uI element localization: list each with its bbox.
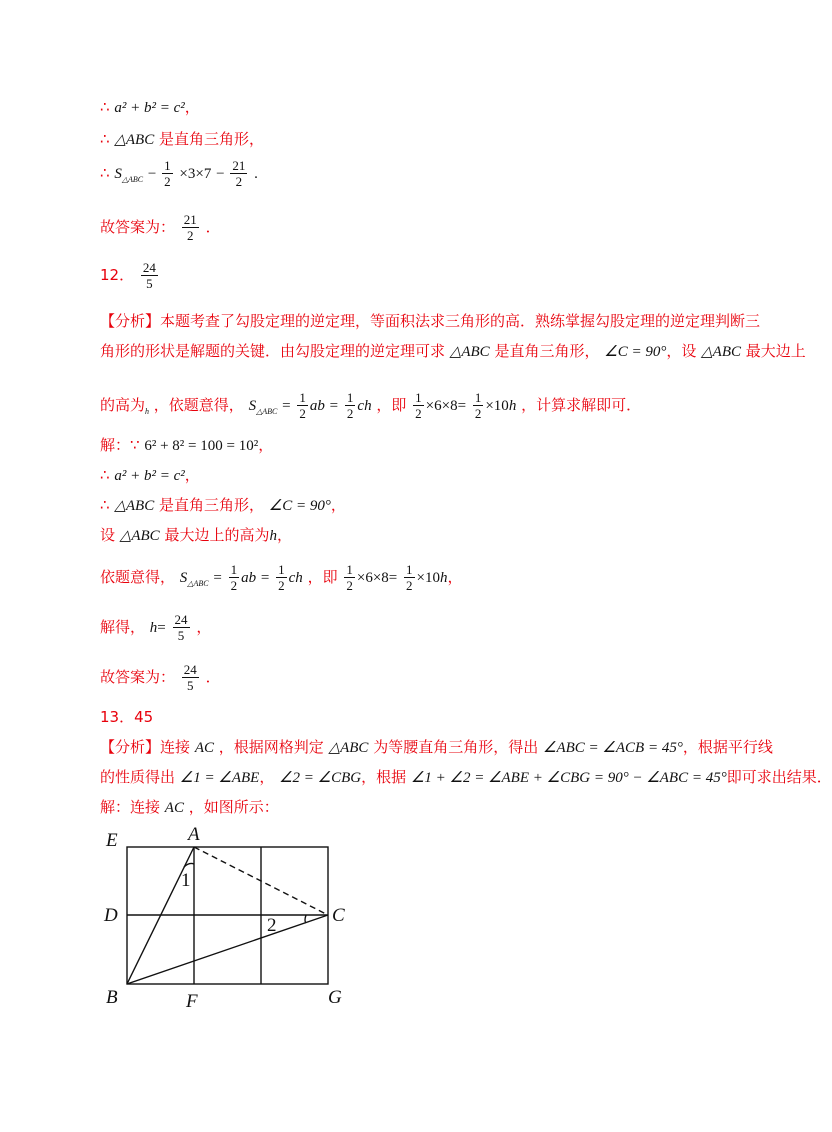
label-E: E [106, 830, 118, 851]
answer-fraction: $\frac{21}{2}$ [183, 212, 197, 243]
q13-analysis-2: 的性质得出 ∠1 = ∠ABE， ∠2 = ∠CBG，根据 ∠1 + ∠2 = ∠ABE + ∠CBG = 90° − ∠ABC = 45°即可求出结果． [100, 768, 832, 786]
q13-analysis-1: 【分析】连接 AC ，根据网格判定 △ABC 为等腰直角三角形，得出 ∠ABC = ∠ACB = 45°，根据平行线 [100, 738, 773, 756]
q12-sol-5: 依题意得， $S_{\triangle ABC}$ = $\frac{1}{2}$ ab = $\frac{1}{2}$ ch ，即 $\frac{1}{2}$ ×6×8= $\frac{1}{2}$ ×10h， [100, 562, 463, 593]
p11-line2: ∴ △ABC 是直角三角形， [100, 130, 264, 148]
q13-number: 13．45 [100, 708, 154, 726]
q12-sol-1: 解：∵ 6² + 8² = 100 = 10²， [100, 436, 274, 454]
label-1: 1 [181, 870, 191, 891]
grid-lines [127, 847, 328, 984]
label-2: 2 [267, 915, 277, 936]
q12-analysis-3: 的高为$_h$ ，依题意得， $S_{\triangle ABC}$ = $\frac{1}{2}$ ab = $\frac{1}{2}$ ch ，即 $\frac{1}{2}$ ×6×8= $\frac{1}{2}$ ×10h ，计算求解即可． [100, 390, 642, 421]
label-D: D [104, 905, 118, 926]
q12-sol-6: 解得， h= $\frac{24}{5}$ ， [100, 612, 212, 643]
q12-sol-3: ∴ △ABC 是直角三角形， ∠C = 90°， [100, 496, 346, 514]
q12-sol-2: ∴ a² + b² = c²， [100, 466, 200, 484]
label-F: F [186, 991, 198, 1012]
segment-BC [127, 915, 328, 984]
p11-line3: ∴ $S_{\triangle ABC}$ − $\frac{1}{2}$ ×3×7 − $\frac{21}{2}$ . [100, 158, 258, 189]
angle-2-arc [305, 915, 306, 923]
p11-answer: 故答案为： $\frac{21}{2}$ ． [100, 212, 221, 243]
grid-triangle-figure [100, 822, 360, 1012]
p11-line1: ∴ a² + b² = c²， [100, 98, 200, 116]
q12-answer-fraction: $\frac{24}{5}$ [142, 260, 156, 291]
q12-sol-4: 设 △ABC 最大边上的高为h， [100, 526, 292, 544]
label-C: C [332, 905, 345, 926]
q12-number: 12． $\frac{24}{5}$ [100, 260, 156, 291]
q13-solution: 解：连接 AC ，如图所示： [100, 798, 279, 816]
label-G: G [328, 987, 342, 1008]
fraction-half: $\frac{1}{2}$ [164, 158, 171, 189]
label-A: A [188, 824, 200, 845]
label-B: B [106, 987, 118, 1008]
fraction-21-2: $\frac{21}{2}$ [232, 158, 246, 189]
q12-analysis-2: 角形的形状是解题的关键．由勾股定理的逆定理可求 △ABC 是直角三角形， ∠C = 90°，设 △ABC 最大边上 [100, 342, 806, 360]
q12-analysis-1: 【分析】本题考查了勾股定理的逆定理，等面积法求三角形的高．熟练掌握勾股定理的逆定理判断三 [100, 312, 761, 330]
q12-answer: 故答案为： $\frac{24}{5}$ ． [100, 662, 221, 693]
